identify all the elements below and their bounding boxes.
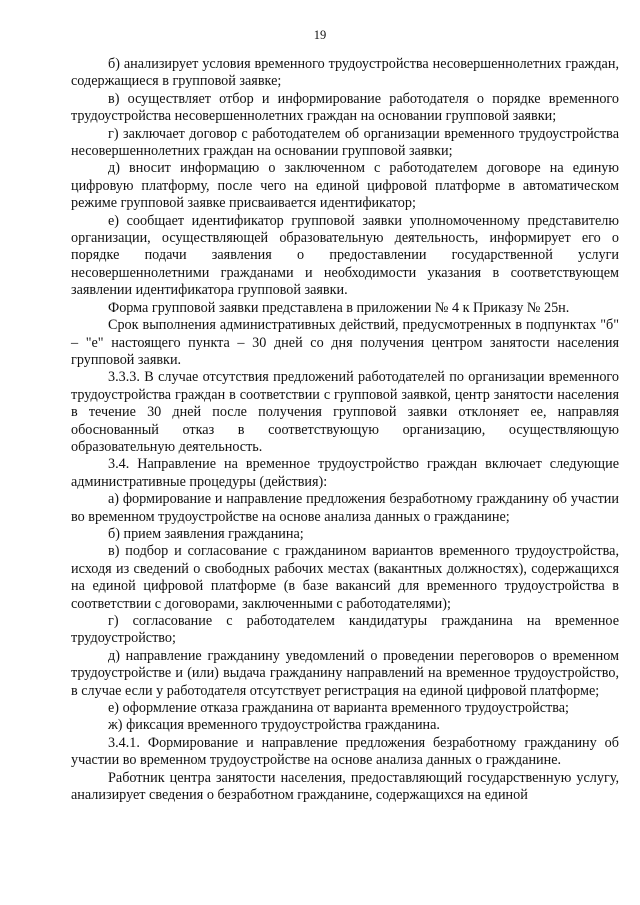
paragraph: д) направление гражданину уведомлений о проведении переговоров о временном трудоустройстве и (или) выдача гражданину направлений на временное трудоустройство, в случае если у работодателя отсутствует регистрация на единой цифровой платформе;	[71, 647, 619, 699]
paragraph: ж) фиксация временного трудоустройства гражданина.	[108, 717, 440, 734]
paragraph: 3.3.3. В случае отсутствия предложений работодателей по организации временного трудоустройства граждан в соответствии с групповой заявкой, центр занятости населения в течение 30 дней после получения групповой заявки отклоняет ее, направляя обоснованный отказ в соответствующую организацию, осуществляющую образовательную деятельность.	[71, 369, 619, 455]
paragraph: Работник центра занятости населения, предоставляющий государственную услугу, анализирует сведения о безработном гражданине, содержащихся на единой	[71, 769, 619, 804]
paragraph: а) формирование и направление предложения безработному гражданину об участии во временном трудоустройстве на основе анализа данных о гражданине;	[71, 491, 619, 525]
paragraph: Форма групповой заявки представлена в приложении № 4 к Приказу № 25н.	[108, 299, 570, 316]
paragraph: г) заключает договор с работодателем об организации временного трудоустройства несовершеннолетних граждан на основании групповой заявки;	[71, 125, 619, 160]
paragraph: в) осуществляет отбор и информирование работодателя о порядке временного трудоустройства несовершеннолетних граждан на основании групповой заявки;	[71, 90, 619, 125]
paragraph: д) вносит информацию о заключенном с работодателем договоре на единую цифровую платформу, после чего на единой цифровой платформе в автоматическом режиме групповой заявке присваивается идентификатор;	[71, 160, 619, 212]
paragraph: 3.4.1. Формирование и направление предложения безработному гражданину об участии во временном трудоустройстве на основе анализа данных о гражданине.	[71, 734, 619, 769]
page-number: 19	[313, 28, 327, 42]
paragraph: е) оформление отказа гражданина от варианта временного трудоустройства;	[108, 700, 569, 717]
paragraph: 3.4. Направление на временное трудоустройство граждан включает следующие административные процедуры (действия):	[71, 456, 619, 490]
paragraph: Срок выполнения административных действий, предусмотренных в подпунктах "б" – "е" настоящего пункта – 30 дней со дня получения центром занятости населения групповой заявки.	[71, 317, 619, 368]
paragraph: в) подбор и согласование с гражданином вариантов временного трудоустройства, исходя из сведений о свободных рабочих местах (вакантных должностях), содержащихся на единой цифровой платформе (в базе вакансий для временного трудоустройства в соответствии с договорами, заключенными с работодателями);	[71, 543, 619, 612]
paragraph: е) сообщает идентификатор групповой заявки уполномоченному представителю организации, осуществляющей образовательную деятельность, информирует его о порядке подачи заявления о предоставлении государственной услуги несовершеннолетними гражданами и необходимости указания в соответствующем заявлении идентификатора групповой заявки.	[71, 212, 619, 299]
paragraph: б) анализирует условия временного трудоустройства несовершеннолетних граждан, содержащиеся в групповой заявке;	[71, 56, 619, 90]
paragraph: б) прием заявления гражданина;	[108, 525, 304, 542]
body-text	[71, 56, 619, 804]
paragraph: г) согласование с работодателем кандидатуры гражданина на временное трудоустройство;	[71, 613, 619, 647]
